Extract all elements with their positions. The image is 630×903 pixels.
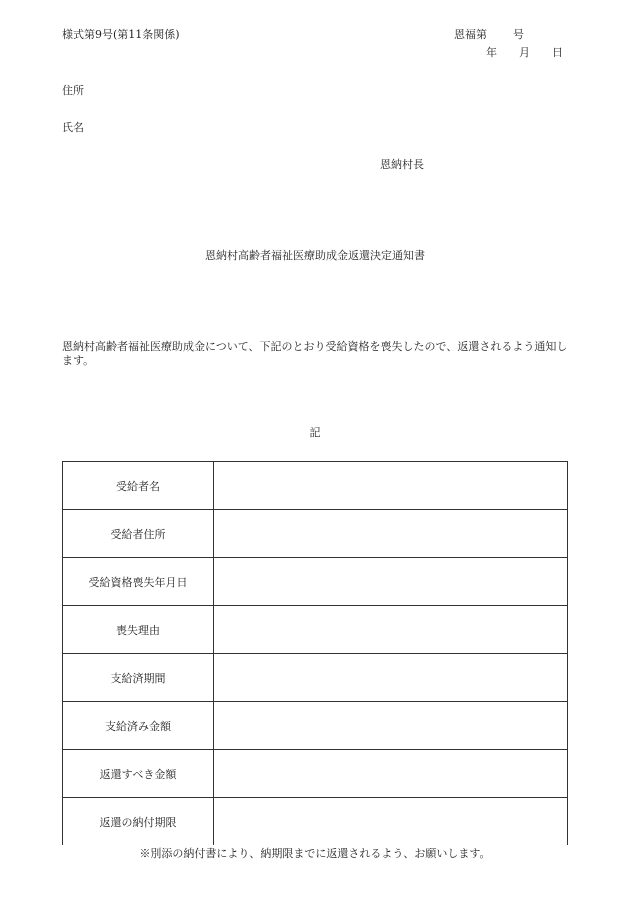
notice-body-text: 恩納村高齢者福祉医療助成金について、下記のとおり受給資格を喪失したので、返還されるよう通知します。 xyxy=(62,340,568,367)
row-label: 返還すべき金額 xyxy=(63,750,214,798)
document-date xyxy=(486,46,563,60)
date-year: 年 xyxy=(486,46,497,59)
row-value-field[interactable] xyxy=(214,750,568,798)
row-label: 支給済み金額 xyxy=(63,702,214,750)
detail-table xyxy=(62,461,568,845)
recipient-name-label: 氏名 xyxy=(62,121,84,134)
row-value-field[interactable] xyxy=(214,702,568,750)
detail-table-body xyxy=(63,462,568,846)
row-value-field[interactable] xyxy=(214,462,568,510)
row-label: 喪失理由 xyxy=(63,606,214,654)
row-label: 受給者名 xyxy=(63,462,214,510)
document-number xyxy=(454,28,524,42)
row-value-field[interactable] xyxy=(214,798,568,846)
table-row xyxy=(63,462,568,510)
table-row xyxy=(63,798,568,846)
table-row xyxy=(63,510,568,558)
issuer-name: 恩納村長 xyxy=(380,158,424,171)
recipient-address-label: 住所 xyxy=(62,84,84,97)
table-row xyxy=(63,702,568,750)
document-number-suffix: 号 xyxy=(513,28,524,41)
row-label: 受給者住所 xyxy=(63,510,214,558)
payment-footer-note: ※別添の納付書により、納期限までに返還されるよう、お願いします。 xyxy=(139,847,491,860)
date-month: 月 xyxy=(519,46,530,59)
row-value-field[interactable] xyxy=(214,558,568,606)
date-day: 日 xyxy=(552,46,563,59)
table-row xyxy=(63,606,568,654)
row-value-field[interactable] xyxy=(214,510,568,558)
row-value-field[interactable] xyxy=(214,654,568,702)
row-label: 支給済期間 xyxy=(63,654,214,702)
form-number-label: 様式第9号(第11条関係) xyxy=(62,28,180,41)
table-row xyxy=(63,750,568,798)
table-row xyxy=(63,558,568,606)
document-number-prefix: 恩福第 xyxy=(454,28,487,41)
row-label: 返還の納付期限 xyxy=(63,798,214,846)
document-title: 恩納村高齢者福祉医療助成金返還決定通知書 xyxy=(205,249,425,262)
table-row xyxy=(63,654,568,702)
row-label: 受給資格喪失年月日 xyxy=(63,558,214,606)
ki-heading: 記 xyxy=(309,426,321,439)
row-value-field[interactable] xyxy=(214,606,568,654)
